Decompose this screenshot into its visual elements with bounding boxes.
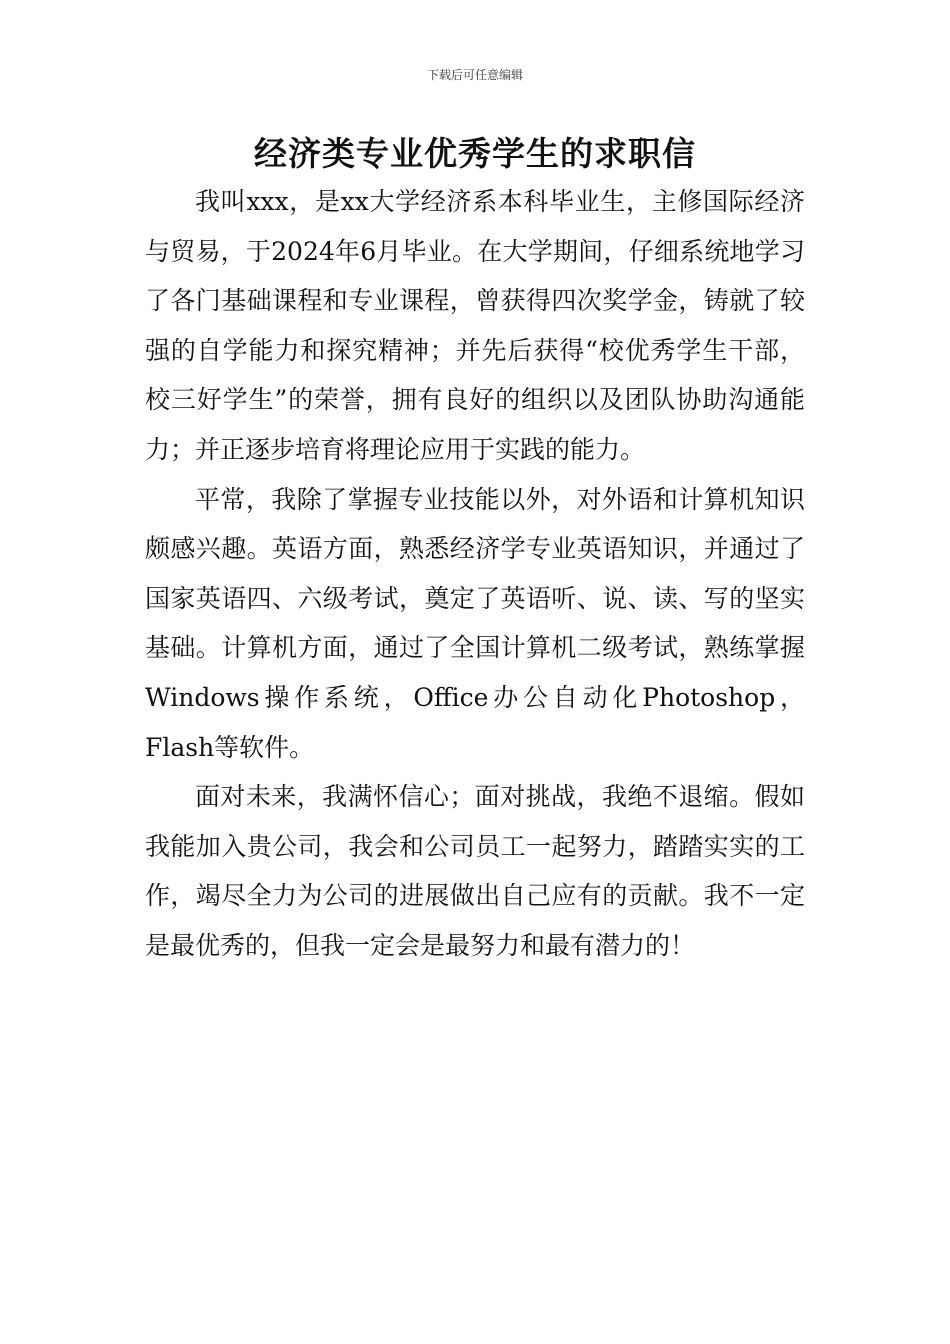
paragraph-closing: 面对未来，我满怀信心；面对挑战，我绝不退缩。假如我能加入贵公司，我会和公司员工一起努力，踏踏实实的工作，竭尽全力为公司的进展做出自己应有的贡献。我不一定是最优秀的，但我一定会是最努力和最有潜力的！ bbox=[145, 782, 805, 960]
paragraph-intro: 我叫xxx，是xx大学经济系本科毕业生，主修国际经济与贸易，于2024年6月毕业。在大学期间，仔细系统地学习了各门基础课程和专业课程，曾获得四次奖学金，铸就了较强的自学能力和探究精神；并先后获得“校优秀学生干部，校三好学生”的荣誉，拥有良好的组织以及团队协助沟通能力；并正逐步培育将理论应用于实践的能力。 bbox=[145, 187, 805, 464]
document-title: 经济类专业优秀学生的求职信 bbox=[254, 134, 696, 173]
header-note: 下载后可任意编辑 bbox=[426, 68, 523, 82]
letter-body bbox=[145, 177, 805, 971]
paragraph-skills: 平常，我除了掌握专业技能以外，对外语和计算机知识颇感兴趣。英语方面，熟悉经济学专业英语知识，并通过了国家英语四、六级考试，奠定了英语听、说、读、写的坚实基础。计算机方面，通过了全国计算机二级考试，熟练掌握Windows操作系统，Office办公自动化Photoshop，Flash等软件。 bbox=[145, 484, 805, 762]
